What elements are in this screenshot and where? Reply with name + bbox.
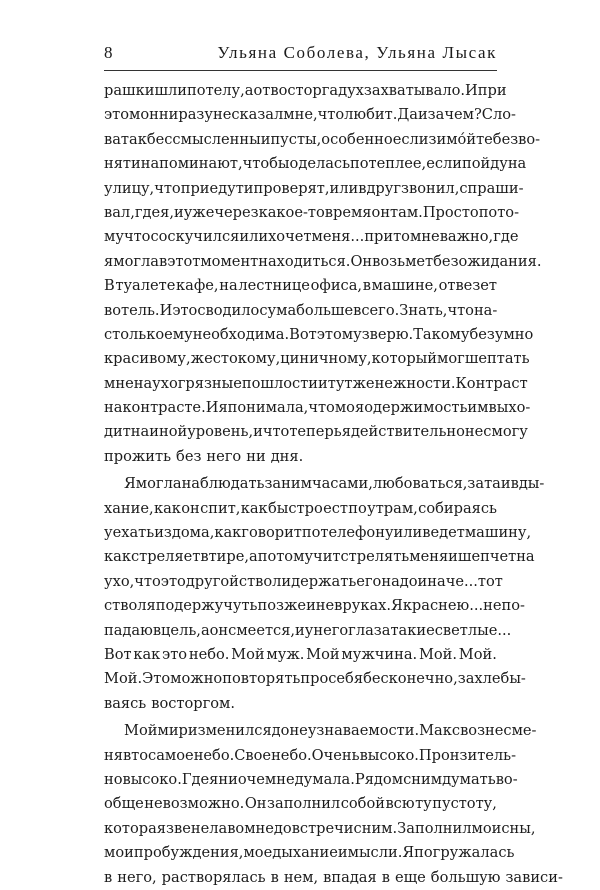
text-line: прожить без него ни дня. xyxy=(104,447,304,465)
running-head xyxy=(104,40,497,71)
text-line: ва так бессмысленны и пусты, особенно если зимо́й тебе зво- xyxy=(104,130,541,148)
text-line: уехать из дома, как говорит по телефону или ведет машину, xyxy=(104,524,532,542)
text-line: ухо, что это другой ствол и держать его надо иначе... тот xyxy=(104,572,503,590)
text-line: ствол я подержу чуть позже и не в руках. Я краснею... не по- xyxy=(104,597,525,615)
text-line: Мой мир изменился до неузнаваемости. Макс вознес ме- xyxy=(124,722,537,740)
text-line: дит на иной уровень, и что теперь я действительно не смогу xyxy=(104,423,528,441)
text-line: как стреляет в тире, а потом учит стрелять меня и шепчет на xyxy=(104,548,535,566)
paragraph xyxy=(104,719,563,890)
text-line: на контрасте. И я понимала, что моя одержимость им выхо- xyxy=(104,399,531,417)
text-line: в отель. И это сводило с ума больше всего. Знать, что на- xyxy=(104,301,498,319)
body-text xyxy=(104,79,563,890)
text-line: Мой. Это можно повторять про себя бесконечно, захлебы- xyxy=(104,670,526,688)
text-line: я могла в этот момент находиться. Он возьмет без ожидания. xyxy=(104,252,542,270)
text-line: в него, растворялась в нем, впадая в еще большую зависи- xyxy=(104,868,563,886)
text-line: Я могла наблюдать за ним часами, любоваться, затаив ды- xyxy=(124,475,545,493)
text-line: ваясь восторгом. xyxy=(104,694,236,712)
text-line: хание, как он спит, как быстро ест по утрам, собираясь xyxy=(104,499,497,517)
text-line: столько ему необходима. Вот этому зверю. Такому безумно xyxy=(104,325,534,343)
text-line: которая звенела во мне до встречи с ним. Заполнил мои сны, xyxy=(104,819,536,837)
text-line: красивому, жестокому, циничному, который мог шептать xyxy=(104,350,530,368)
page-number: 8 xyxy=(104,43,113,62)
text-line: обще невозможно. Он заполнил собой всю ту пустоту, xyxy=(104,795,497,813)
text-line: нят и напоминают, чтобы оделась потеплее, если пойду на xyxy=(104,155,527,173)
text-line: мне на ухо грязные пошлости и тут же нежности. Контраст xyxy=(104,374,528,392)
running-title: Ульяна Соболева, Ульяна Лысак xyxy=(217,43,497,62)
text-line: мои пробуждения, мое дыхание и мысли. Я погружалась xyxy=(104,844,515,862)
text-line: Вот как это небо. Мой муж. Мой мужчина. Мой. Мой. xyxy=(104,645,497,663)
text-line: этом он ни разу не сказал мне, что любит. Да и зачем? Сло- xyxy=(104,106,516,124)
text-line: улицу, что приедут и проверят, или вдруг звонил, спраши- xyxy=(104,179,524,197)
text-line: но высоко. Где я ни о чем не думала. Рядом с ним думать во- xyxy=(104,770,518,788)
paragraph xyxy=(104,472,545,716)
text-line: рашки шли по телу, а от восторга дух захватывало. И при xyxy=(104,82,507,99)
text-line: ня в то самое небо. Свое небо. Очень высоко. Пронзитель- xyxy=(104,746,517,764)
text-line: В туалете кафе, на лестнице офиса, в машине, отвезет xyxy=(104,277,497,295)
text-line: вал, где я, и уже через какое-то время он там. Просто пото- xyxy=(104,203,520,221)
text-line: падаю в цель, а он смеется, и у него глаза такие светлые... xyxy=(104,621,512,639)
paragraph xyxy=(104,79,542,469)
text-line: му что соскучился или хочет меня... притом не важно, где xyxy=(104,228,519,246)
